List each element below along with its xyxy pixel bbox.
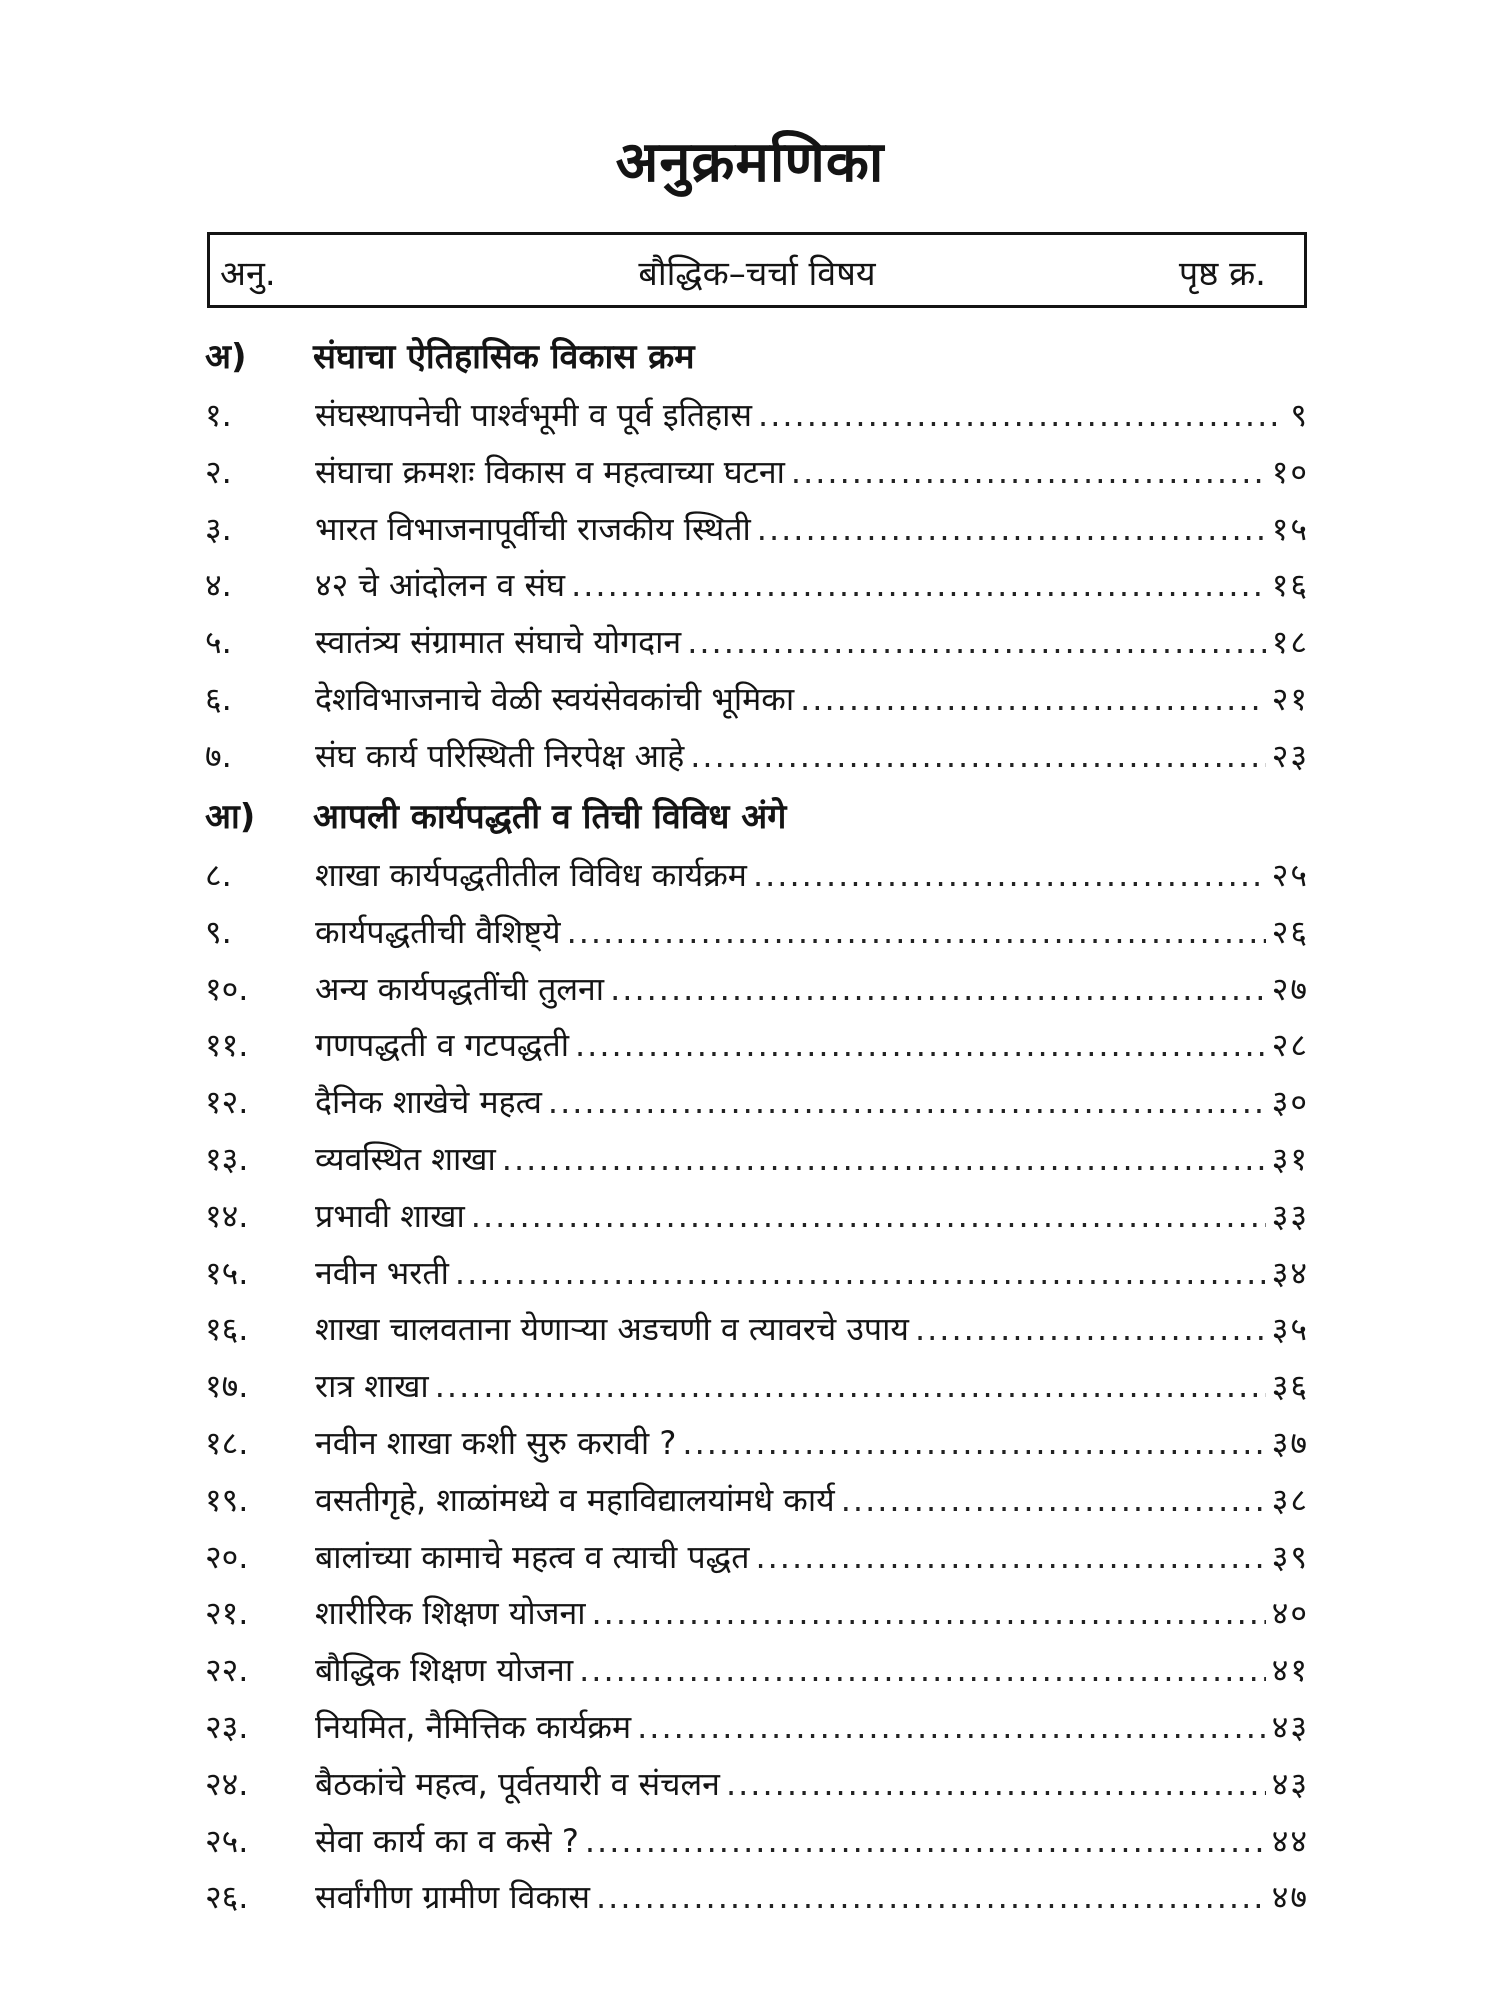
entry-number: ९. xyxy=(205,912,232,951)
dot-leader xyxy=(753,850,1266,900)
toc-entry xyxy=(205,1191,1309,1241)
header-page-label: पृष्ठ क्र. xyxy=(1178,254,1266,294)
entry-number: १४. xyxy=(205,1196,249,1235)
entry-title: संघ कार्य परिस्थिती निरपेक्ष आहे xyxy=(315,736,685,775)
toc-entry xyxy=(205,1759,1309,1809)
entry-body xyxy=(315,1191,1309,1241)
entry-number: ५. xyxy=(205,623,232,662)
toc-entry xyxy=(205,617,1309,667)
dot-leader xyxy=(726,1759,1266,1809)
entry-number: ७. xyxy=(205,736,232,775)
entry-page-number: ४३ xyxy=(1271,1764,1309,1803)
entry-page-number: ९ xyxy=(1290,396,1309,434)
header-topic-label: बौद्धिक–चर्चा विषय xyxy=(638,254,876,294)
toc-entry xyxy=(205,1645,1309,1695)
entry-title: व्यवस्थित शाखा xyxy=(315,1140,496,1178)
entry-page-number: ३७ xyxy=(1271,1424,1309,1462)
entry-page-number: २५ xyxy=(1271,856,1309,894)
entry-page-number: ३४ xyxy=(1271,1253,1309,1292)
entry-title: नवीन भरती xyxy=(315,1253,449,1292)
entry-body xyxy=(315,1134,1309,1184)
toc-entry xyxy=(205,1248,1309,1298)
toc-entry xyxy=(205,390,1309,440)
entry-number: २४. xyxy=(205,1764,249,1803)
entry-title: भारत विभाजनापूर्वीची राजकीय स्थिती xyxy=(315,509,751,548)
entry-body xyxy=(315,1816,1309,1866)
entry-title: संघस्थापनेची पार्श्वभूमी व पूर्व इतिहास xyxy=(315,396,753,434)
entry-title: प्रभावी शाखा xyxy=(315,1196,465,1235)
entry-number: १. xyxy=(205,396,232,434)
toc-entry xyxy=(205,1475,1309,1525)
entry-number: १३. xyxy=(205,1140,249,1178)
toc-entry xyxy=(205,907,1309,957)
toc-entry xyxy=(205,1361,1309,1411)
toc-entry xyxy=(205,964,1309,1014)
entry-number: ६. xyxy=(205,680,232,718)
entry-page-number: ४१ xyxy=(1271,1651,1309,1690)
entry-page-number: ४० xyxy=(1271,1594,1309,1633)
entry-body xyxy=(315,1418,1309,1468)
dot-leader xyxy=(596,1872,1266,1922)
entry-page-number: ४३ xyxy=(1271,1708,1309,1746)
entry-body xyxy=(315,731,1309,781)
entry-number: १२. xyxy=(205,1083,249,1122)
dot-leader xyxy=(610,964,1266,1014)
dot-leader xyxy=(682,1418,1265,1468)
entry-title: नियमित, नैमित्तिक कार्यक्रम xyxy=(315,1708,632,1746)
entry-number: १०. xyxy=(205,969,249,1008)
entry-body xyxy=(315,1304,1309,1354)
entry-page-number: २८ xyxy=(1271,1026,1309,1065)
entry-title: ४२ चे आंदोलन व संघ xyxy=(315,566,566,605)
dot-leader xyxy=(502,1134,1266,1184)
dot-leader xyxy=(567,907,1266,957)
entry-body xyxy=(315,390,1309,440)
entry-number: २. xyxy=(205,452,232,491)
dot-leader xyxy=(915,1304,1266,1354)
entry-title: वसतीगृहे, शाळांमध्ये व महाविद्यालयांमधे कार्य xyxy=(315,1480,835,1519)
entry-page-number: १० xyxy=(1271,452,1309,491)
dot-leader xyxy=(687,617,1266,667)
entry-title: देशविभाजनाचे वेळी स्वयंसेवकांची भूमिका xyxy=(315,680,795,718)
entry-number: १८. xyxy=(205,1424,249,1462)
toc-entry xyxy=(205,447,1309,497)
toc-entry xyxy=(205,1532,1309,1582)
entry-body xyxy=(315,504,1309,554)
entry-title: बालांच्या कामाचे महत्व व त्याची पद्धत xyxy=(315,1537,750,1576)
entry-page-number: ३९ xyxy=(1271,1537,1309,1576)
entry-body xyxy=(315,1532,1309,1582)
toc-entry xyxy=(205,850,1309,900)
entry-title: दैनिक शाखेचे महत्व xyxy=(315,1083,542,1122)
dot-leader xyxy=(758,390,1284,440)
entry-page-number: ३५ xyxy=(1271,1310,1309,1349)
entry-title: संघाचा क्रमशः विकास व महत्वाच्या घटना xyxy=(315,452,785,491)
entry-body xyxy=(315,1248,1309,1298)
entry-number: ८. xyxy=(205,856,232,894)
entry-page-number: २७ xyxy=(1271,969,1309,1008)
entry-body xyxy=(315,1020,1309,1070)
entry-body xyxy=(315,1759,1309,1809)
entry-body xyxy=(315,1702,1309,1752)
entry-page-number: १६ xyxy=(1271,566,1309,605)
entry-number: १९. xyxy=(205,1480,249,1519)
entry-title: शाखा कार्यपद्धतीतील विविध कार्यक्रम xyxy=(315,856,747,894)
entry-title: अन्य कार्यपद्धतींची तुलना xyxy=(315,969,605,1008)
entry-page-number: ३८ xyxy=(1271,1480,1309,1519)
toc-entry xyxy=(205,731,1309,781)
section-title: संघाचा ऐतिहासिक विकास क्रम xyxy=(313,337,695,377)
toc-entry xyxy=(205,1020,1309,1070)
entry-page-number: २१ xyxy=(1271,680,1309,718)
toc-entry xyxy=(205,1418,1309,1468)
entry-number: २२. xyxy=(205,1651,249,1690)
toc-header xyxy=(207,232,1307,308)
dot-leader xyxy=(757,504,1266,554)
entry-title: गणपद्धती व गटपद्धती xyxy=(315,1026,569,1065)
dot-leader xyxy=(571,560,1266,610)
entry-number: ४. xyxy=(205,566,232,605)
section-heading xyxy=(205,792,1305,840)
entry-body xyxy=(315,617,1309,667)
entry-page-number: ३६ xyxy=(1271,1367,1309,1406)
page-title: अनुक्रमणिका xyxy=(615,130,885,195)
dot-leader xyxy=(579,1645,1266,1695)
dot-leader xyxy=(841,1475,1266,1525)
dot-leader xyxy=(455,1248,1266,1298)
section-letter: आ) xyxy=(205,797,256,837)
entry-body xyxy=(315,1077,1309,1127)
entry-body xyxy=(315,1361,1309,1411)
entry-number: ३. xyxy=(205,509,232,548)
entry-number: १५. xyxy=(205,1253,249,1292)
entry-number: १७. xyxy=(205,1367,249,1406)
toc-entry xyxy=(205,1702,1309,1752)
toc-entry xyxy=(205,1588,1309,1638)
dot-leader xyxy=(755,1532,1265,1582)
dot-leader xyxy=(791,447,1266,497)
entry-page-number: ३३ xyxy=(1271,1196,1309,1235)
toc-entry xyxy=(205,504,1309,554)
entry-body xyxy=(315,674,1309,724)
entry-title: सेवा कार्य का व कसे ? xyxy=(315,1821,579,1860)
entry-title: शाखा चालवताना येणाऱ्या अडचणी व त्यावरचे उपाय xyxy=(315,1310,909,1349)
toc-entry xyxy=(205,1077,1309,1127)
entry-number: ११. xyxy=(205,1026,249,1065)
entry-body xyxy=(315,560,1309,610)
entry-page-number: ३१ xyxy=(1271,1140,1309,1178)
section-title: आपली कार्यपद्धती व तिची विविध अंगे xyxy=(313,797,787,837)
entry-body xyxy=(315,964,1309,1014)
entry-body xyxy=(315,447,1309,497)
toc-entry xyxy=(205,1872,1309,1922)
entry-number: २३. xyxy=(205,1708,249,1746)
entry-title: स्वातंत्र्य संग्रामात संघाचे योगदान xyxy=(315,623,682,662)
entry-title: सर्वांगीण ग्रामीण विकास xyxy=(315,1878,590,1917)
dot-leader xyxy=(690,731,1265,781)
entry-body xyxy=(315,907,1309,957)
entry-title: कार्यपद्धतीची वैशिष्ट्ये xyxy=(315,912,561,951)
entry-page-number: २६ xyxy=(1271,912,1309,951)
dot-leader xyxy=(471,1191,1266,1241)
entry-number: १६. xyxy=(205,1310,249,1349)
entry-body xyxy=(315,1588,1309,1638)
entry-number: २६. xyxy=(205,1878,249,1917)
dot-leader xyxy=(435,1361,1266,1411)
toc-entry xyxy=(205,560,1309,610)
entry-number: २१. xyxy=(205,1594,249,1633)
entry-body xyxy=(315,850,1309,900)
entry-title: नवीन शाखा कशी सुरु करावी ? xyxy=(315,1424,677,1462)
entry-title: शारीरिक शिक्षण योजना xyxy=(315,1594,586,1633)
dot-leader xyxy=(637,1702,1266,1752)
entry-title: बैठकांचे महत्व, पूर्वतयारी व संचलन xyxy=(315,1764,720,1803)
toc-entry xyxy=(205,1134,1309,1184)
entry-page-number: ४७ xyxy=(1271,1878,1309,1917)
entry-page-number: १५ xyxy=(1271,509,1309,548)
entry-page-number: ३० xyxy=(1271,1083,1309,1122)
dot-leader xyxy=(585,1816,1266,1866)
entry-title: बौद्धिक शिक्षण योजना xyxy=(315,1651,574,1690)
toc-entry xyxy=(205,1816,1309,1866)
dot-leader xyxy=(548,1077,1266,1127)
dot-leader xyxy=(575,1020,1266,1070)
toc-entry xyxy=(205,674,1309,724)
entry-page-number: २३ xyxy=(1271,736,1309,775)
dot-leader xyxy=(592,1588,1266,1638)
entry-body xyxy=(315,1645,1309,1695)
dot-leader xyxy=(800,674,1266,724)
entry-title: रात्र शाखा xyxy=(315,1367,429,1406)
section-letter: अ) xyxy=(205,337,247,377)
entry-page-number: ४४ xyxy=(1271,1821,1309,1860)
header-serial-label: अनु. xyxy=(220,254,276,294)
entry-body xyxy=(315,1475,1309,1525)
entry-number: २०. xyxy=(205,1537,249,1576)
section-heading xyxy=(205,332,1305,380)
toc-entry xyxy=(205,1304,1309,1354)
entry-number: २५. xyxy=(205,1821,249,1860)
entry-body xyxy=(315,1872,1309,1922)
entry-page-number: १८ xyxy=(1271,623,1309,662)
